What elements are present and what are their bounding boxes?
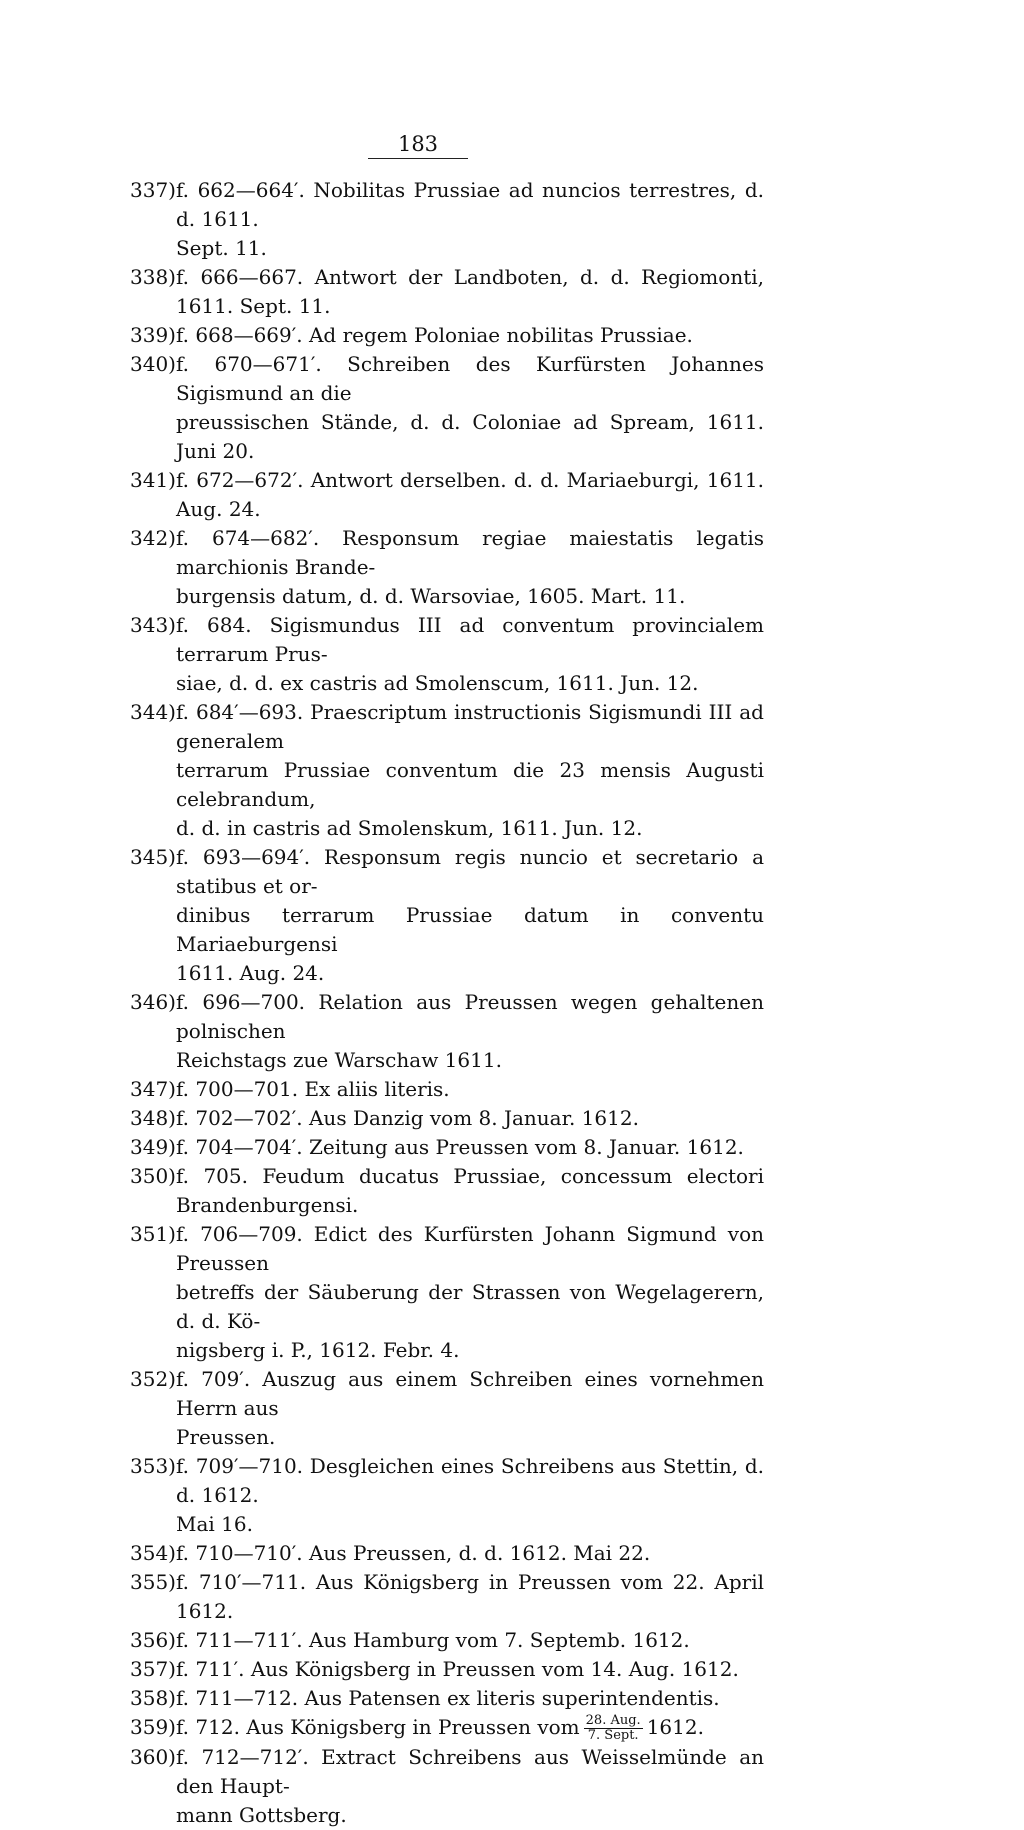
entry-text [176,1104,764,1133]
entry-number: 347) [130,1077,176,1101]
entry-number: 341) [130,468,176,492]
entry-line: f. 711—712. Aus Patensen ex literis superintendentis. [175,1686,720,1710]
entry-text [176,350,764,466]
list-item [130,1684,764,1713]
date-fraction [584,1714,643,1743]
list-item [130,1655,764,1684]
entry-text [176,1133,764,1162]
entry-line: f. 672—672′. Antwort derselben. d. d. Mariaeburgi, 1611. Aug. 24. [175,468,764,521]
entry-number: 349) [130,1135,176,1159]
entry-line: Sept. 11. [175,236,267,260]
fraction-denominator: 7. Sept. [587,1728,639,1743]
entry-number: 351) [130,1222,176,1246]
entry-number: 344) [130,700,176,724]
entry-line: siae, d. d. ex castris ad Smolenscum, 1611. Jun. 12. [175,671,699,695]
entry-line: betreffs der Säuberung der Strassen von Wegelagerern, d. d. Kö- [175,1280,764,1333]
entry-number: 337) [130,178,176,202]
entry-number: 339) [130,323,176,347]
list-item [130,843,764,988]
list-item [130,466,764,524]
list-item [130,1626,764,1655]
list-item [130,611,764,698]
entry-text [176,1568,764,1626]
entry-line: Mai 16. [175,1512,253,1536]
list-item [130,321,764,350]
entry-line: terrarum Prussiae conventum die 23 mensis Augusti celebrandum, [175,758,764,811]
entry-line: f. 700—701. Ex aliis literis. [175,1077,450,1101]
entry-number: 356) [130,1628,176,1652]
entry-text [176,1075,764,1104]
entry-line: f. 666—667. Antwort der Landboten, d. d. Regiomonti, 1611. Sept. 11. [175,265,764,318]
entry-number: 358) [130,1686,176,1710]
entry-text [176,1713,764,1743]
entry-line: f. 702—702′. Aus Danzig vom 8. Januar. 1612. [175,1106,639,1130]
entry-text [176,321,764,350]
entry-line [176,1713,764,1743]
entry-text [176,1655,764,1684]
entry-number: 340) [130,352,176,376]
entry-line: burgensis datum, d. d. Warsoviae, 1605. Mart. 11. [175,584,686,608]
entry-text [176,1626,764,1655]
entry-number: 352) [130,1367,176,1391]
entry-text [176,524,764,611]
entry-number: 354) [130,1541,176,1565]
entry-text [176,1365,764,1452]
page-number-rule [368,158,468,159]
entry-text [176,1539,764,1568]
entry-text [176,1220,764,1365]
entry-text [176,176,764,263]
entry-text [176,1452,764,1539]
entry-list [130,176,764,1830]
entry-number: 359) [130,1715,176,1739]
entry-number: 350) [130,1164,176,1188]
entry-line: f. 711′. Aus Königsberg in Preussen vom 14. Aug. 1612. [175,1657,739,1681]
entry-line: f. 709′. Auszug aus einem Schreiben eines vornehmen Herrn aus [175,1367,764,1420]
entry-line: f. 670—671′. Schreiben des Kurfürsten Johannes Sigismund an die [175,352,764,405]
list-item [130,1162,764,1220]
entry-line: f. 711—711′. Aus Hamburg vom 7. Septemb. 1612. [175,1628,690,1652]
list-item [130,698,764,843]
entry-line: nigsberg i. P., 1612. Febr. 4. [175,1338,460,1362]
entry-number: 357) [130,1657,176,1681]
entry-line: f. 706—709. Edict des Kurfürsten Johann Sigmund von Preussen [175,1222,764,1275]
entry-number: 346) [130,990,176,1014]
entry-prefix: f. 712. Aus Königsberg in Preussen vom [175,1715,580,1739]
list-item [130,1104,764,1133]
entry-text [176,843,764,988]
entry-line: f. 709′—710. Desgleichen eines Schreibens aus Stettin, d. d. 1612. [175,1454,764,1507]
list-item [130,1452,764,1539]
list-item [130,1539,764,1568]
entry-text [176,466,764,524]
entry-line: f. 693—694′. Responsum regis nuncio et secretario a statibus et or- [175,845,764,898]
entry-number: 353) [130,1454,176,1478]
list-item [130,524,764,611]
entry-text [176,698,764,843]
list-item [130,176,764,263]
entry-text [176,1743,764,1830]
list-item [130,1133,764,1162]
entry-line: f. 684′—693. Praescriptum instructionis Sigismundi III ad generalem [175,700,764,753]
entry-line: dinibus terrarum Prussiae datum in conventu Mariaeburgensi [175,903,764,956]
list-item [130,350,764,466]
entry-line: d. d. in castris ad Smolenskum, 1611. Jun. 12. [175,816,643,840]
entry-text [176,611,764,698]
entry-suffix: 1612. [646,1715,704,1739]
entry-text [176,988,764,1075]
entry-line: Reichstags zue Warschaw 1611. [175,1048,502,1072]
entry-line: f. 705. Feudum ducatus Prussiae, concessum electori Brandenburgensi. [175,1164,764,1217]
entry-number: 355) [130,1570,176,1594]
entry-number: 342) [130,526,176,550]
entry-line: f. 662—664′. Nobilitas Prussiae ad nuncios terrestres, d. d. 1611. [175,178,764,231]
entry-line: mann Gottsberg. [175,1803,347,1827]
entry-line: f. 710′—711. Aus Königsberg in Preussen vom 22. April 1612. [175,1570,764,1623]
entry-line: f. 674—682′. Responsum regiae maiestatis legatis marchionis Brande- [175,526,764,579]
list-item [130,1365,764,1452]
entry-line: Preussen. [175,1425,276,1449]
page-number: 183 [397,132,439,156]
list-item [130,263,764,321]
entry-line: f. 712—712′. Extract Schreibens aus Weisselmünde an den Haupt- [175,1745,764,1798]
entry-line: f. 704—704′. Zeitung aus Preussen vom 8. Januar. 1612. [175,1135,744,1159]
entry-line: f. 668—669′. Ad regem Poloniae nobilitas Prussiae. [175,323,693,347]
entry-line: 1611. Aug. 24. [175,961,325,985]
list-item [130,988,764,1075]
entry-text [176,1162,764,1220]
entry-number: 345) [130,845,176,869]
list-item [130,1075,764,1104]
entry-line: f. 710—710′. Aus Preussen, d. d. 1612. Mai 22. [175,1541,651,1565]
entry-line: preussischen Stände, d. d. Coloniae ad Spream, 1611. Juni 20. [175,410,764,463]
entry-number: 348) [130,1106,176,1130]
list-item [130,1713,764,1743]
entry-line: f. 684. Sigismundus III ad conventum provincialem terrarum Prus- [175,613,764,666]
entry-number: 338) [130,265,176,289]
entry-number: 343) [130,613,176,637]
entry-text [176,263,764,321]
entry-text [176,1684,764,1713]
list-item [130,1220,764,1365]
entry-line: f. 696—700. Relation aus Preussen wegen gehaltenen polnischen [175,990,764,1043]
list-item [130,1743,764,1830]
list-item [130,1568,764,1626]
entry-number: 360) [130,1745,176,1769]
fraction-numerator: 28. Aug. [585,1713,641,1728]
